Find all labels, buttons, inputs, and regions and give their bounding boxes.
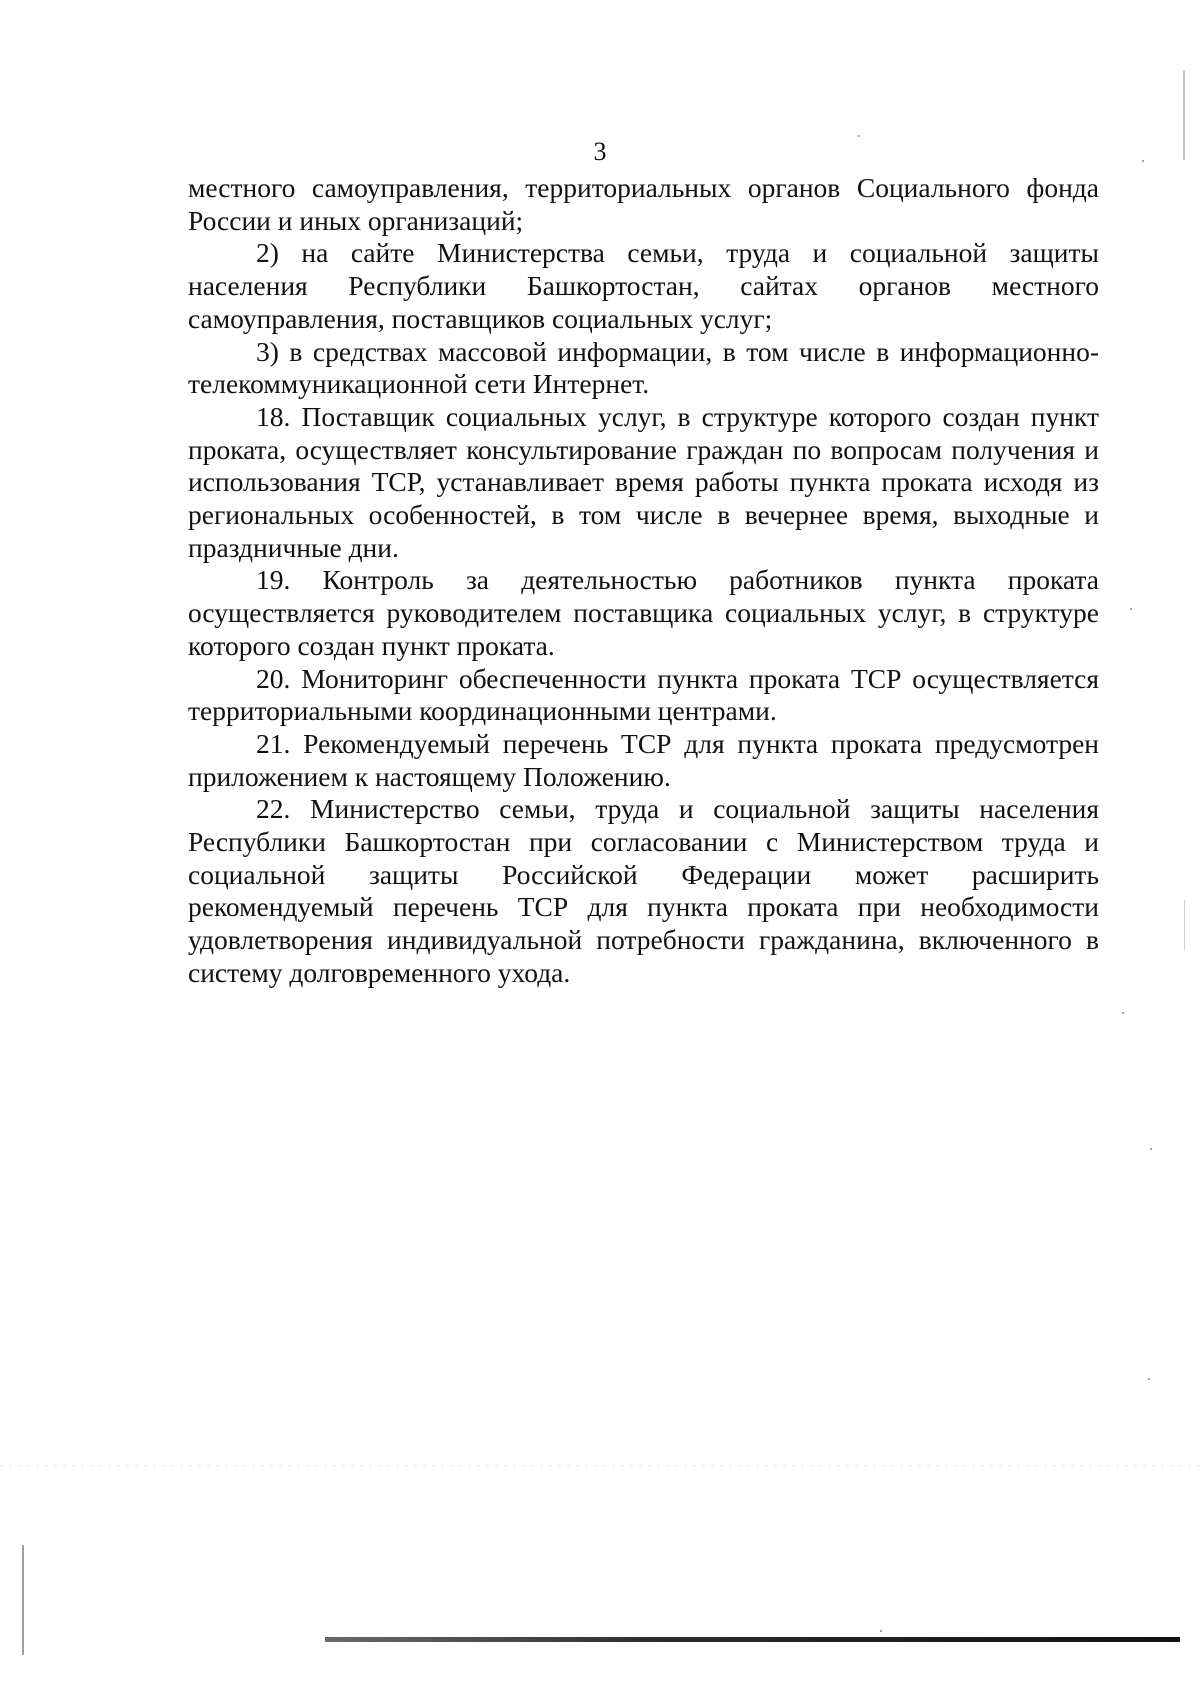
scan-edge-artifact [1183, 70, 1185, 160]
scan-line-artifact [0, 1465, 1200, 1466]
paragraph-clause-18: 18. Поставщик социальных услуг, в структуре которого создан пункт проката, осуществляет консультирование граждан по вопросам получения и использования ТСР, устанавливает время работы пункта проката исходя из региональных особенностей, в том числе в вечернее время, выходные и праздничные дни. [188, 400, 1099, 563]
scan-speck [880, 1630, 882, 1632]
scan-speck [858, 135, 860, 137]
paragraph-clause-19: 19. Контроль за деятельностью работников пункта проката осуществляется руководителем поставщика социальных услуг, в структуре которого создан пункт проката. [188, 564, 1099, 661]
paragraph-continuation: местного самоуправления, территориальных органов Социального фонда России и иных организаций; [188, 172, 1099, 236]
scan-speck [1148, 1378, 1150, 1380]
paragraph-item-2: 2) на сайте Министерства семьи, труда и социальной защиты населения Республики Башкортостан, сайтах органов местного самоуправления, поставщиков социальных услуг; [188, 237, 1099, 334]
scan-edge-artifact [22, 1545, 24, 1655]
page-number: 3 [593, 137, 607, 166]
paragraph-clause-21: 21. Рекомендуемый перечень ТСР для пункта проката предусмотрен приложением к настоящему Положению. [188, 727, 1099, 792]
scan-speck [1122, 1012, 1124, 1014]
scan-bottom-bar [325, 1637, 1180, 1642]
paragraph-clause-22: 22. Министерство семьи, труда и социальной защиты населения Республики Башкортостан при согласовании с Министерством труда и социальной защиты Российской Федерации может расширить рекомендуемый перечень ТСР для пункта проката при необходимости удовлетворения индивидуальной потребности гражданина, включенного в систему долговременного ухода. [188, 793, 1099, 988]
scan-speck [1142, 160, 1144, 162]
scan-speck [1130, 608, 1132, 610]
paragraph-clause-20: 20. Мониторинг обеспеченности пункта проката ТСР осуществляется территориальными координационными центрами. [188, 662, 1099, 727]
document-body [188, 172, 1099, 990]
scan-speck [1150, 1148, 1152, 1150]
paragraph-item-3: 3) в средствах массовой информации, в том числе в информационно-телекоммуникационной сети Интернет. [188, 335, 1099, 400]
scan-edge-artifact [1184, 900, 1185, 950]
